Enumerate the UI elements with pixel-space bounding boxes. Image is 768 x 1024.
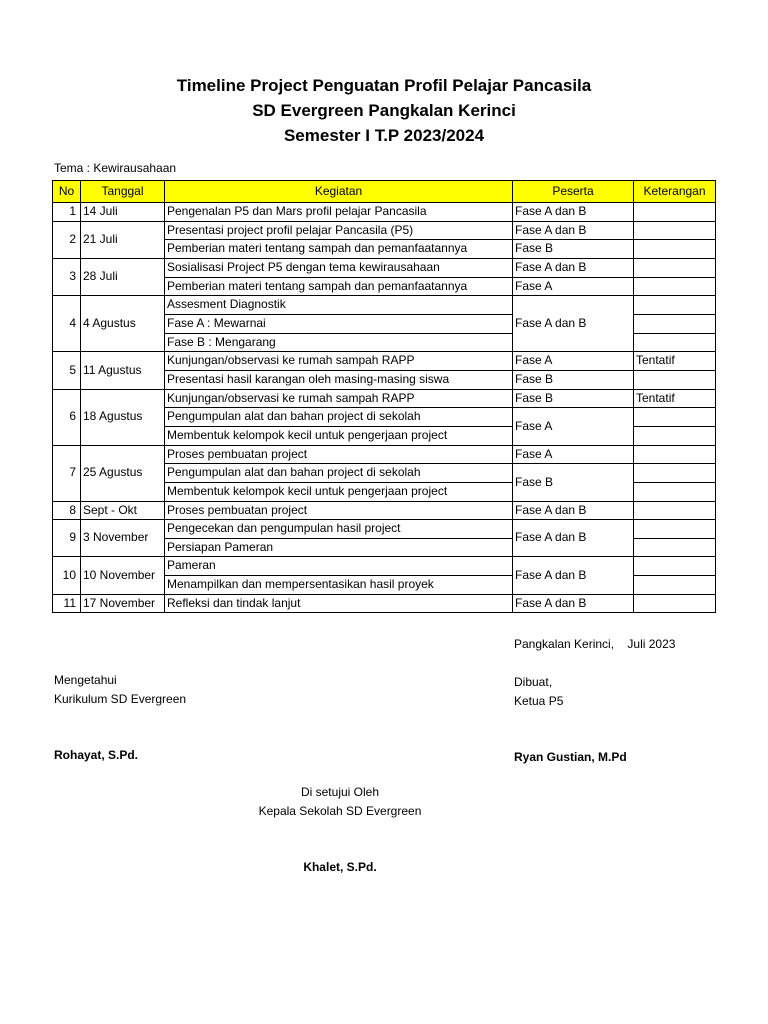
cell-kegiatan: Pameran bbox=[165, 557, 513, 576]
cell-no: 3 bbox=[53, 258, 81, 295]
cell-tanggal: 4 Agustus bbox=[81, 296, 165, 352]
cell-peserta: Fase A bbox=[513, 445, 634, 464]
cell-keterangan bbox=[634, 221, 716, 240]
cell-keterangan: Tentatif bbox=[634, 352, 716, 371]
timeline-table bbox=[52, 180, 716, 613]
cell-keterangan: Tentatif bbox=[634, 389, 716, 408]
table-row bbox=[53, 594, 716, 613]
cell-kegiatan: Pengecekan dan pengumpulan hasil project bbox=[165, 520, 513, 539]
table-row bbox=[53, 203, 716, 222]
cell-peserta: Fase A dan B bbox=[513, 520, 634, 557]
cell-kegiatan: Kunjungan/observasi ke rumah sampah RAPP bbox=[165, 352, 513, 371]
right-signer-name: Ryan Gustian, M.Pd bbox=[514, 750, 627, 764]
cell-tanggal: 25 Agustus bbox=[81, 445, 165, 501]
left-signer-role: Mengetahui bbox=[54, 673, 117, 687]
right-signer-org: Ketua P5 bbox=[514, 694, 564, 708]
cell-peserta: Fase A dan B bbox=[513, 296, 634, 352]
title-line-3: Semester I T.P 2023/2024 bbox=[283, 126, 485, 145]
cell-tanggal: 18 Agustus bbox=[81, 389, 165, 445]
table-row bbox=[53, 296, 716, 315]
header-no: No bbox=[53, 181, 81, 203]
cell-peserta: Fase A dan B bbox=[513, 258, 634, 277]
cell-tanggal: 17 November bbox=[81, 594, 165, 613]
cell-no: 10 bbox=[53, 557, 81, 594]
cell-keterangan bbox=[634, 445, 716, 464]
cell-kegiatan: Pemberian materi tentang sampah dan pemanfaatannya bbox=[165, 240, 513, 259]
cell-keterangan bbox=[634, 482, 716, 501]
cell-peserta: Fase A bbox=[513, 352, 634, 371]
cell-keterangan bbox=[634, 426, 716, 445]
table-header-row bbox=[53, 181, 716, 203]
cell-peserta: Fase A dan B bbox=[513, 203, 634, 222]
cell-no: 5 bbox=[53, 352, 81, 389]
cell-kegiatan: Sosialisasi Project P5 dengan tema kewirausahaan bbox=[165, 258, 513, 277]
cell-tanggal: 3 November bbox=[81, 520, 165, 557]
place-date: Pangkalan Kerinci, Juli 2023 bbox=[514, 637, 676, 651]
cell-keterangan bbox=[634, 203, 716, 222]
cell-kegiatan: Pengumpulan alat dan bahan project di sekolah bbox=[165, 408, 513, 427]
cell-kegiatan: Pengenalan P5 dan Mars profil pelajar Pancasila bbox=[165, 203, 513, 222]
cell-kegiatan: Menampilkan dan mempersentasikan hasil proyek bbox=[165, 576, 513, 595]
cell-peserta: Fase B bbox=[513, 389, 634, 408]
table-row bbox=[53, 221, 716, 240]
cell-peserta: Fase A dan B bbox=[513, 221, 634, 240]
cell-peserta: Fase B bbox=[513, 464, 634, 501]
cell-peserta: Fase A dan B bbox=[513, 501, 634, 520]
cell-peserta: Fase A dan B bbox=[513, 594, 634, 613]
center-signer-org: Kepala Sekolah SD Evergreen bbox=[258, 804, 422, 818]
cell-kegiatan: Presentasi project profil pelajar Pancasila (P5) bbox=[165, 221, 513, 240]
cell-tanggal: 14 Juli bbox=[81, 203, 165, 222]
cell-no: 8 bbox=[53, 501, 81, 520]
cell-kegiatan: Pengumpulan alat dan bahan project di sekolah bbox=[165, 464, 513, 483]
cell-keterangan bbox=[634, 240, 716, 259]
cell-keterangan bbox=[634, 296, 716, 315]
cell-keterangan bbox=[634, 277, 716, 296]
table-row bbox=[53, 557, 716, 576]
center-signer-role: Di setujui Oleh bbox=[300, 785, 380, 799]
header-tanggal: Tanggal bbox=[81, 181, 165, 203]
header-keterangan: Keterangan bbox=[634, 181, 716, 203]
cell-tanggal: 11 Agustus bbox=[81, 352, 165, 389]
cell-peserta: Fase A dan B bbox=[513, 557, 634, 594]
cell-kegiatan: Fase B : Mengarang bbox=[165, 333, 513, 352]
cell-keterangan bbox=[634, 520, 716, 539]
cell-no: 1 bbox=[53, 203, 81, 222]
cell-kegiatan: Refleksi dan tindak lanjut bbox=[165, 594, 513, 613]
cell-no: 2 bbox=[53, 221, 81, 258]
left-signer-name: Rohayat, S.Pd. bbox=[54, 748, 139, 762]
cell-tanggal: 21 Juli bbox=[81, 221, 165, 258]
table-row bbox=[53, 501, 716, 520]
cell-kegiatan: Proses pembuatan project bbox=[165, 445, 513, 464]
cell-kegiatan: Proses pembuatan project bbox=[165, 501, 513, 520]
table-row bbox=[53, 520, 716, 539]
cell-kegiatan: Assesment Diagnostik bbox=[165, 296, 513, 315]
cell-tanggal: 10 November bbox=[81, 557, 165, 594]
right-signer-role: Dibuat, bbox=[514, 675, 553, 689]
cell-keterangan bbox=[634, 258, 716, 277]
header-kegiatan: Kegiatan bbox=[165, 181, 513, 203]
cell-keterangan bbox=[634, 538, 716, 557]
cell-peserta: Fase A bbox=[513, 408, 634, 445]
left-signer-org: Kurikulum SD Evergreen bbox=[54, 692, 187, 706]
cell-keterangan bbox=[634, 464, 716, 483]
cell-peserta: Fase B bbox=[513, 370, 634, 389]
cell-kegiatan: Persiapan Pameran bbox=[165, 538, 513, 557]
cell-kegiatan: Fase A : Mewarnai bbox=[165, 314, 513, 333]
cell-keterangan bbox=[634, 501, 716, 520]
cell-peserta: Fase A bbox=[513, 277, 634, 296]
cell-kegiatan: Membentuk kelompok kecil untuk pengerjaan project bbox=[165, 482, 513, 501]
center-signer-name: Khalet, S.Pd. bbox=[303, 860, 377, 874]
table-row bbox=[53, 389, 716, 408]
cell-no: 7 bbox=[53, 445, 81, 501]
cell-keterangan bbox=[634, 408, 716, 427]
cell-no: 11 bbox=[53, 594, 81, 613]
tema-label: Tema : Kewirausahaan bbox=[54, 161, 177, 175]
cell-no: 4 bbox=[53, 296, 81, 352]
cell-keterangan bbox=[634, 333, 716, 352]
table-row bbox=[53, 445, 716, 464]
cell-kegiatan: Pemberian materi tentang sampah dan pemanfaatannya bbox=[165, 277, 513, 296]
header-peserta: Peserta bbox=[513, 181, 634, 203]
cell-keterangan bbox=[634, 370, 716, 389]
title-line-2: SD Evergreen Pangkalan Kerinci bbox=[252, 101, 516, 120]
cell-keterangan bbox=[634, 576, 716, 595]
cell-keterangan bbox=[634, 314, 716, 333]
cell-peserta: Fase B bbox=[513, 240, 634, 259]
cell-keterangan bbox=[634, 557, 716, 576]
cell-kegiatan: Kunjungan/observasi ke rumah sampah RAPP bbox=[165, 389, 513, 408]
cell-no: 9 bbox=[53, 520, 81, 557]
cell-keterangan bbox=[634, 594, 716, 613]
cell-tanggal: 28 Juli bbox=[81, 258, 165, 295]
title-line-1: Timeline Project Penguatan Profil Pelajar Pancasila bbox=[176, 76, 592, 95]
table-row bbox=[53, 258, 716, 277]
cell-kegiatan: Membentuk kelompok kecil untuk pengerjaan project bbox=[165, 426, 513, 445]
cell-no: 6 bbox=[53, 389, 81, 445]
table-row bbox=[53, 352, 716, 371]
cell-tanggal: Sept - Okt bbox=[81, 501, 165, 520]
cell-kegiatan: Presentasi hasil karangan oleh masing-masing siswa bbox=[165, 370, 513, 389]
